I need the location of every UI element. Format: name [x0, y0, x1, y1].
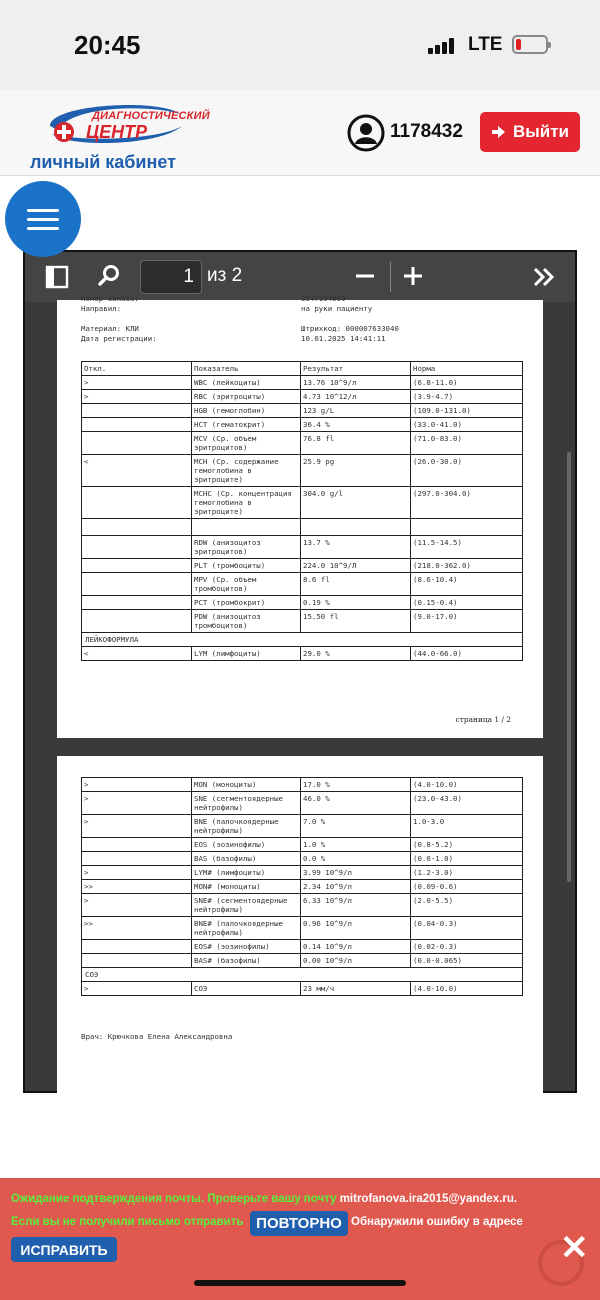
banner-resend-text: Если вы не получили письмо отправить: [11, 1216, 244, 1228]
battery-icon: [512, 35, 548, 54]
deviation-cell: [82, 610, 192, 633]
parameter-cell: LYM (лимфоциты): [192, 647, 301, 661]
more-tools-icon[interactable]: [533, 267, 555, 287]
logo-main-text: ЦЕНТР: [86, 122, 148, 142]
logo[interactable]: [30, 96, 210, 172]
norm-cell: (0.0-0.065): [411, 954, 523, 968]
sidebar-toggle-icon[interactable]: [45, 265, 69, 289]
search-icon[interactable]: [97, 264, 121, 288]
deviation-cell: [82, 432, 192, 455]
deviation-cell: [82, 573, 192, 596]
pdf-page-2: [57, 756, 543, 1095]
table-row: [82, 940, 523, 954]
parameter-cell: MON (моноциты): [192, 778, 301, 792]
table-row: [82, 573, 523, 596]
norm-cell: (0.8-5.2): [411, 838, 523, 852]
deviation-cell: [82, 838, 192, 852]
norm-cell: (0.0-1.0): [411, 852, 523, 866]
parameter-cell: LYM# (лимфоциты): [192, 866, 301, 880]
pdf-viewer: [23, 250, 577, 1093]
deviation-cell: [82, 487, 192, 519]
norm-cell: [411, 519, 523, 536]
parameter-cell: PDW (анизоцитоз тромбоцитов): [192, 610, 301, 633]
zoom-in-icon[interactable]: [403, 266, 423, 286]
page-label: страница 1 / 2: [455, 715, 511, 724]
deviation-cell: [82, 852, 192, 866]
table-row: [82, 778, 523, 792]
table-row: [82, 852, 523, 866]
status-bar: [0, 0, 600, 90]
column-header: Откл.: [82, 362, 192, 376]
table-row: [82, 838, 523, 852]
parameter-cell: BNE (палочкоядерные нейтрофилы): [192, 815, 301, 838]
norm-cell: (0.09-0.6): [411, 880, 523, 894]
result-cell: 3.99 10^9/л: [301, 866, 411, 880]
viewer-scrollbar[interactable]: [567, 452, 571, 882]
home-indicator[interactable]: [194, 1280, 406, 1286]
section-header: ЛЕЙКОФОРМУЛА: [82, 633, 523, 647]
order-meta-values: 3347194000 на руки пациенту Штрихкод: 000007633040 10.01.2025 14:41:11: [301, 294, 399, 343]
parameter-cell: HGB (гемоглобин): [192, 404, 301, 418]
result-cell: 17.0 %: [301, 778, 411, 792]
norm-cell: (1.2-3.0): [411, 866, 523, 880]
norm-cell: (218.0-362.0): [411, 559, 523, 573]
deviation-cell: >: [82, 866, 192, 880]
banner-line-1: [11, 1193, 517, 1205]
order-meta-labels: Номер заказа: Направил: Материал: КЛИ Дата регистрации:: [81, 294, 157, 343]
result-cell: 0.0 %: [301, 852, 411, 866]
status-time: 20:45: [74, 30, 141, 60]
norm-cell: (71.0-83.0): [411, 432, 523, 455]
result-cell: 123 g/L: [301, 404, 411, 418]
norm-cell: (44.0-66.0): [411, 647, 523, 661]
table-row: [82, 968, 523, 982]
table-row: [82, 536, 523, 559]
parameter-cell: СОЭ: [192, 982, 301, 996]
parameter-cell: MCV (Ср. объем эритроцитов): [192, 432, 301, 455]
deviation-cell: [82, 559, 192, 573]
result-cell: 25.9 pg: [301, 455, 411, 487]
deviation-cell: [82, 940, 192, 954]
norm-cell: (11.5-14.5): [411, 536, 523, 559]
column-header: Результат: [301, 362, 411, 376]
norm-cell: (26.0-30.0): [411, 455, 523, 487]
resend-button[interactable]: ПОВТОРНО: [250, 1211, 348, 1236]
deviation-cell: [82, 954, 192, 968]
table-row: [82, 880, 523, 894]
banner-confirm-text: Ожидание подтверждения почты. Проверьте вашу почту: [11, 1193, 337, 1205]
table-row: [82, 982, 523, 996]
parameter-cell: RDW (анизоцитоз эритроцитов): [192, 536, 301, 559]
parameter-cell: SNE# (сегментоядерные нейтрофилы): [192, 894, 301, 917]
table-row: [82, 954, 523, 968]
deviation-cell: [82, 418, 192, 432]
table-header-row: [82, 362, 523, 376]
table-row: [82, 455, 523, 487]
parameter-cell: MCHC (Ср. концентрация гемоглобина в эритроците): [192, 487, 301, 519]
page-count: из 2: [207, 265, 243, 286]
logout-label: Выйти: [512, 122, 570, 141]
deviation-cell: >: [82, 376, 192, 390]
parameter-cell: HCT (гематокрит): [192, 418, 301, 432]
close-icon[interactable]: ✕: [560, 1229, 589, 1267]
results-table-1: [81, 361, 523, 661]
table-row: [82, 596, 523, 610]
result-cell: 2.34 10^9/л: [301, 880, 411, 894]
parameter-cell: MPV (Ср. объем тромбоцитов): [192, 573, 301, 596]
fix-button[interactable]: ИСПРАВИТЬ: [11, 1237, 117, 1262]
result-cell: 8.6 fl: [301, 573, 411, 596]
norm-cell: (109.0-131.0): [411, 404, 523, 418]
result-cell: 36.4 %: [301, 418, 411, 432]
table-row: [82, 610, 523, 633]
norm-cell: (23.0-43.0): [411, 792, 523, 815]
result-cell: 0.96 10^9/л: [301, 917, 411, 940]
parameter-cell: EOS# (эозинофилы): [192, 940, 301, 954]
result-cell: 23 мм/ч: [301, 982, 411, 996]
section-header: СОЭ: [82, 968, 523, 982]
norm-cell: 1.0-3.0: [411, 815, 523, 838]
deviation-cell: >: [82, 982, 192, 996]
logout-button[interactable]: [480, 112, 580, 152]
parameter-cell: MON# (моноциты): [192, 880, 301, 894]
result-cell: 6.33 10^9/л: [301, 894, 411, 917]
parameter-cell: BNE# (палочкоядерные нейтрофилы): [192, 917, 301, 940]
norm-cell: (4.0-10.0): [411, 982, 523, 996]
signal-icon: [428, 38, 456, 54]
table-row: [82, 404, 523, 418]
result-cell: 7.0 %: [301, 815, 411, 838]
parameter-cell: BAS# (базофилы): [192, 954, 301, 968]
norm-cell: (8.6-10.4): [411, 573, 523, 596]
norm-cell: (297.0-304.0): [411, 487, 523, 519]
deviation-cell: >: [82, 778, 192, 792]
zoom-out-icon[interactable]: [355, 266, 375, 286]
table-row: [82, 390, 523, 404]
doctor-name: Врач: Крючкова Елена Александровна: [81, 1032, 233, 1041]
deviation-cell: >>: [82, 917, 192, 940]
deviation-cell: [82, 536, 192, 559]
deviation-cell: [82, 596, 192, 610]
table-row: [82, 792, 523, 815]
result-cell: 0.00 10^9/л: [301, 954, 411, 968]
user-circle-icon[interactable]: [347, 114, 385, 157]
result-cell: 15.50 fl: [301, 610, 411, 633]
parameter-cell: MCH (Ср. содержание гемоглобина в эритроците): [192, 455, 301, 487]
norm-cell: (3.9-4.7): [411, 390, 523, 404]
logo-top-text: ДИАГНОСТИЧЕСКИЙ: [92, 110, 210, 122]
norm-cell: (4.0-10.0): [411, 778, 523, 792]
deviation-cell: >: [82, 894, 192, 917]
table-row: [82, 559, 523, 573]
table-row: [82, 519, 523, 536]
parameter-cell: WBC (лейкоциты): [192, 376, 301, 390]
table-row: [82, 917, 523, 940]
logo-cabinet-text: личный кабинет: [30, 152, 176, 172]
results-table-2: [81, 777, 523, 996]
deviation-cell: >>: [82, 880, 192, 894]
user-id[interactable]: 1178432: [390, 121, 463, 142]
page-number-input[interactable]: 1: [140, 260, 202, 294]
network-label: LTE: [468, 34, 503, 55]
result-cell: 224.0 10^9/Л: [301, 559, 411, 573]
table-row: [82, 647, 523, 661]
result-cell: 13.76 10^9/л: [301, 376, 411, 390]
norm-cell: (0.04-0.3): [411, 917, 523, 940]
result-cell: 76.8 fl: [301, 432, 411, 455]
logout-icon: [491, 125, 507, 139]
hamburger-icon[interactable]: [5, 181, 81, 257]
deviation-cell: [82, 404, 192, 418]
norm-cell: (6.8-11.0): [411, 376, 523, 390]
parameter-cell: EOS (эозинофилы): [192, 838, 301, 852]
norm-cell: (2.0-5.5): [411, 894, 523, 917]
result-cell: 0.19 %: [301, 596, 411, 610]
result-cell: 46.0 %: [301, 792, 411, 815]
norm-cell: (33.0-41.0): [411, 418, 523, 432]
table-row: [82, 376, 523, 390]
deviation-cell: <: [82, 455, 192, 487]
deviation-cell: >: [82, 390, 192, 404]
result-cell: [301, 519, 411, 536]
column-header: Норма: [411, 362, 523, 376]
deviation-cell: >: [82, 792, 192, 815]
table-row: [82, 633, 523, 647]
parameter-cell: PLT (тромбоциты): [192, 559, 301, 573]
result-cell: 0.14 10^9/л: [301, 940, 411, 954]
table-row: [82, 894, 523, 917]
norm-cell: (9.0-17.0): [411, 610, 523, 633]
banner-period: .: [513, 1193, 518, 1205]
parameter-cell: [192, 519, 301, 536]
deviation-cell: >: [82, 815, 192, 838]
table-row: [82, 432, 523, 455]
result-cell: 1.0 %: [301, 838, 411, 852]
table-row: [82, 815, 523, 838]
norm-cell: (0.02-0.3): [411, 940, 523, 954]
result-cell: 13.7 %: [301, 536, 411, 559]
table-row: [82, 866, 523, 880]
result-cell: 4.73 10^12/л: [301, 390, 411, 404]
column-header: Показатель: [192, 362, 301, 376]
banner-error-text: Обнаружили ошибку в адресе: [351, 1216, 523, 1228]
parameter-cell: BAS (базофилы): [192, 852, 301, 866]
banner-email: mitrofanova.ira2015@yandex.ru: [339, 1193, 514, 1205]
parameter-cell: SNE (сегментоядерные нейтрофилы): [192, 792, 301, 815]
result-cell: 304.0 g/l: [301, 487, 411, 519]
toolbar-divider: [390, 262, 391, 292]
result-cell: 29.0 %: [301, 647, 411, 661]
parameter-cell: PCT (тромбокрит): [192, 596, 301, 610]
table-row: [82, 487, 523, 519]
pdf-page-1: [57, 294, 543, 738]
parameter-cell: RBC (эритроциты): [192, 390, 301, 404]
deviation-cell: <: [82, 647, 192, 661]
table-row: [82, 418, 523, 432]
deviation-cell: [82, 519, 192, 536]
norm-cell: (0.15-0.4): [411, 596, 523, 610]
